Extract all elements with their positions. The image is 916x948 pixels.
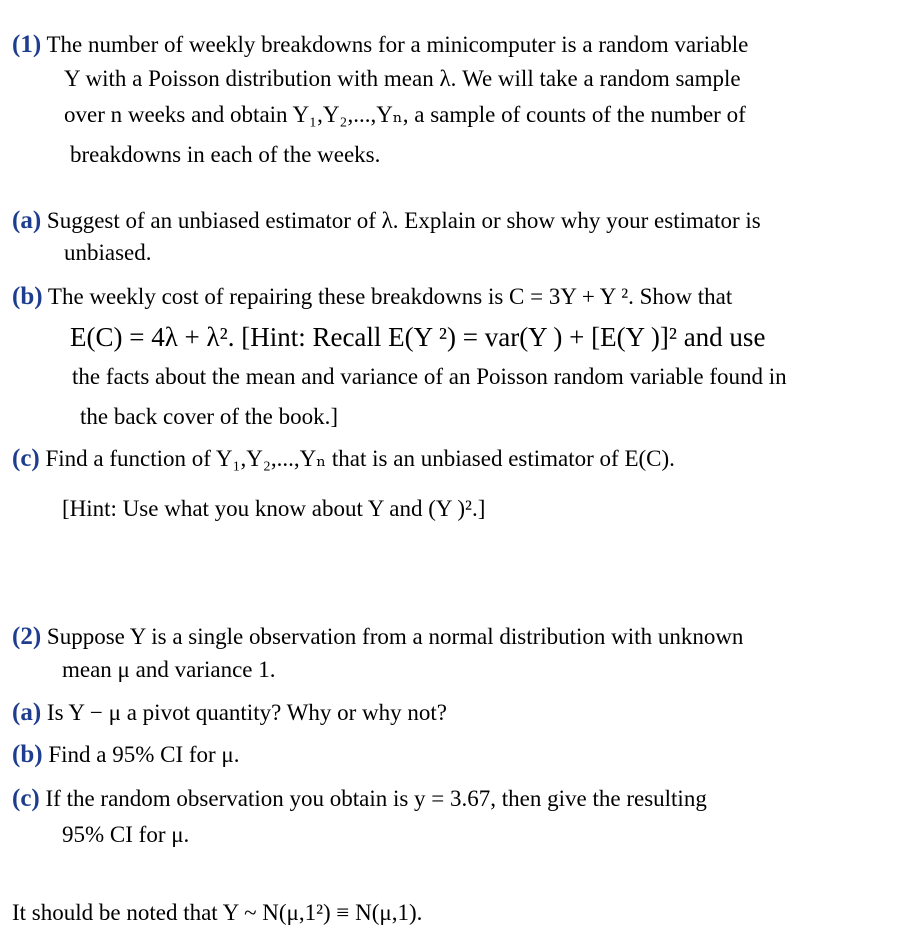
q2c-line-1 [12, 784, 707, 814]
q1b-line-2: E(C) = 4λ + λ². [Hint: Recall E(Y ²) = var(Y ) + [E(Y )]² and use [70, 322, 766, 352]
q2c-line-2: 95% CI for μ. [62, 822, 190, 847]
q2b-tag: (b) [12, 741, 43, 768]
q2b-text: Find a 95% CI for μ. [42, 742, 240, 767]
q1a-line-1 [12, 206, 761, 236]
q1a-text-1: Suggest of an unbiased estimator of λ. Explain or show why your estimator is [41, 208, 761, 233]
q1b-tag: (b) [12, 283, 43, 310]
q1-tag: (1) [12, 31, 42, 58]
q1-line-4: breakdowns in each of the weeks. [70, 142, 381, 167]
q1b-line-1 [12, 282, 732, 312]
q1c-text-1: Find a function of Y₁,Y₂,...,Yₙ that is an unbiased estimator of E(C). [39, 446, 675, 471]
q1a-line-2: unbiased. [64, 240, 152, 265]
q1c-line-2: [Hint: Use what you know about Y and (Y )².] [62, 496, 486, 521]
q1c-tag: (c) [12, 445, 40, 472]
q1-line-1 [12, 30, 748, 60]
q1b-line-3: the facts about the mean and variance of an Poisson random variable found in [72, 364, 787, 389]
q2-tag: (2) [12, 623, 42, 650]
q2b-line [12, 740, 240, 770]
q1b-text-1: The weekly cost of repairing these breakdowns is C = 3Y + Y ². Show that [42, 284, 733, 309]
q1-text-1: The number of weekly breakdowns for a minicomputer is a random variable [41, 32, 749, 57]
q2-line-2: mean μ and variance 1. [62, 657, 276, 682]
q1b-line-4: the back cover of the book.] [80, 404, 339, 429]
q2a-tag: (a) [12, 699, 42, 726]
q2-line-1 [12, 622, 743, 652]
q2a-text: Is Y − μ a pivot quantity? Why or why not? [41, 700, 447, 725]
q1c-line-1 [12, 444, 675, 474]
q1-line-3: over n weeks and obtain Y₁,Y₂,...,Yₙ, a sample of counts of the number of [64, 102, 746, 127]
q2-text-1: Suppose Y is a single observation from a normal distribution with unknown [41, 624, 744, 649]
q1a-tag: (a) [12, 207, 42, 234]
q2a-line [12, 698, 447, 728]
q1-line-2: Y with a Poisson distribution with mean λ. We will take a random sample [64, 66, 741, 91]
q2c-tag: (c) [12, 785, 40, 812]
q2c-text-1: If the random observation you obtain is y = 3.67, then give the resulting [39, 786, 707, 811]
normal-distribution-note: It should be noted that Y ~ N(μ,1²) ≡ N(μ,1). [12, 900, 423, 925]
